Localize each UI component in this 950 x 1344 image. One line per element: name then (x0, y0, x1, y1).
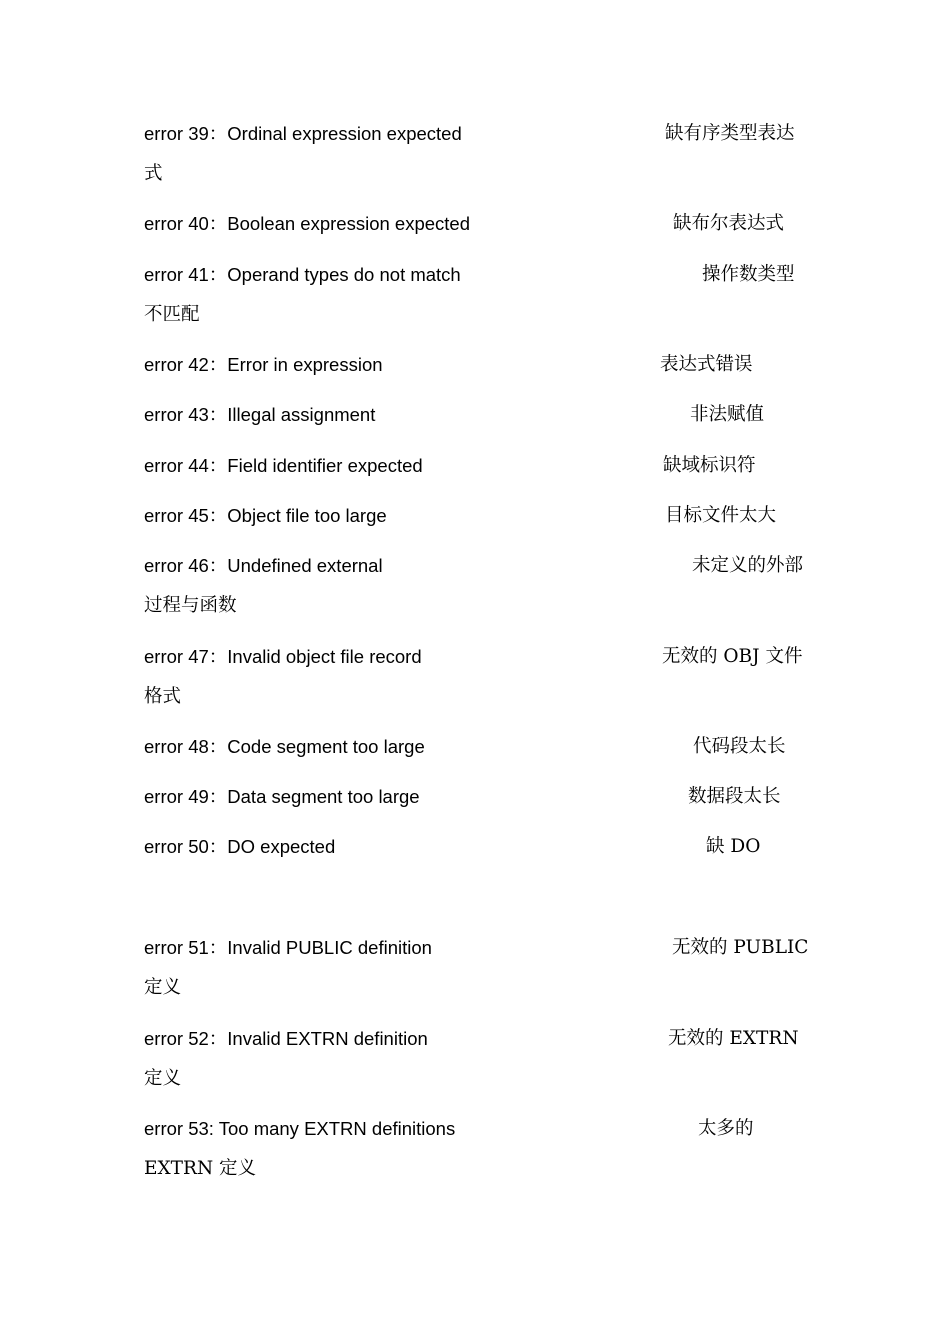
error-48-chinese: 代码段太长 (693, 736, 786, 757)
error-44-english: error 44：Field identifier expected (144, 455, 423, 476)
error-43-english: error 43：Illegal assignment (144, 404, 376, 425)
error-42-chinese: 表达式错误 (660, 354, 753, 375)
error-52-chinese-wrap: 定义 (144, 1068, 182, 1089)
error-40-english: error 40：Boolean expression expected (144, 213, 470, 234)
error-46-chinese-wrap: 过程与函数 (144, 595, 237, 616)
error-53-english: error 53: Too many EXTRN definitions (144, 1118, 456, 1139)
error-52-english: error 52：Invalid EXTRN definition (144, 1028, 428, 1049)
error-46-chinese: 未定义的外部 (692, 555, 804, 576)
error-53-chinese-wrap: EXTRN 定义 (144, 1158, 257, 1179)
error-45-english: error 45：Object file too large (144, 505, 387, 526)
error-39-english: error 39：Ordinal expression expected (144, 123, 462, 144)
error-53-chinese: 太多的 (698, 1118, 754, 1139)
error-43-chinese: 非法赋值 (690, 404, 765, 425)
error-45-chinese: 目标文件太大 (665, 505, 777, 526)
error-41-chinese: 操作数类型 (702, 264, 795, 285)
error-47-chinese-wrap: 格式 (144, 686, 182, 707)
error-40-chinese: 缺布尔表达式 (673, 213, 785, 234)
error-48-english: error 48：Code segment too large (144, 736, 425, 757)
error-51-chinese: 无效的 PUBLIC (672, 937, 809, 958)
error-50-english: error 50：DO expected (144, 836, 336, 857)
error-42-english: error 42：Error in expression (144, 354, 383, 375)
error-39-chinese: 缺有序类型表达 (665, 123, 795, 144)
error-46-english: error 46：Undefined external (144, 555, 383, 576)
error-44-chinese: 缺域标识符 (663, 455, 756, 476)
error-41-english: error 41：Operand types do not match (144, 264, 461, 285)
error-51-english: error 51：Invalid PUBLIC definition (144, 937, 432, 958)
error-50-chinese: 缺 DO (706, 836, 761, 857)
error-49-chinese: 数据段太长 (688, 786, 781, 807)
error-51-chinese-wrap: 定义 (144, 977, 182, 998)
error-52-chinese: 无效的 EXTRN (668, 1028, 799, 1049)
error-47-english: error 47：Invalid object file record (144, 646, 422, 667)
error-49-english: error 49：Data segment too large (144, 786, 420, 807)
error-41-chinese-wrap: 不匹配 (144, 304, 200, 325)
error-39-chinese-wrap: 式 (144, 163, 163, 184)
error-47-chinese: 无效的 OBJ 文件 (662, 646, 803, 667)
